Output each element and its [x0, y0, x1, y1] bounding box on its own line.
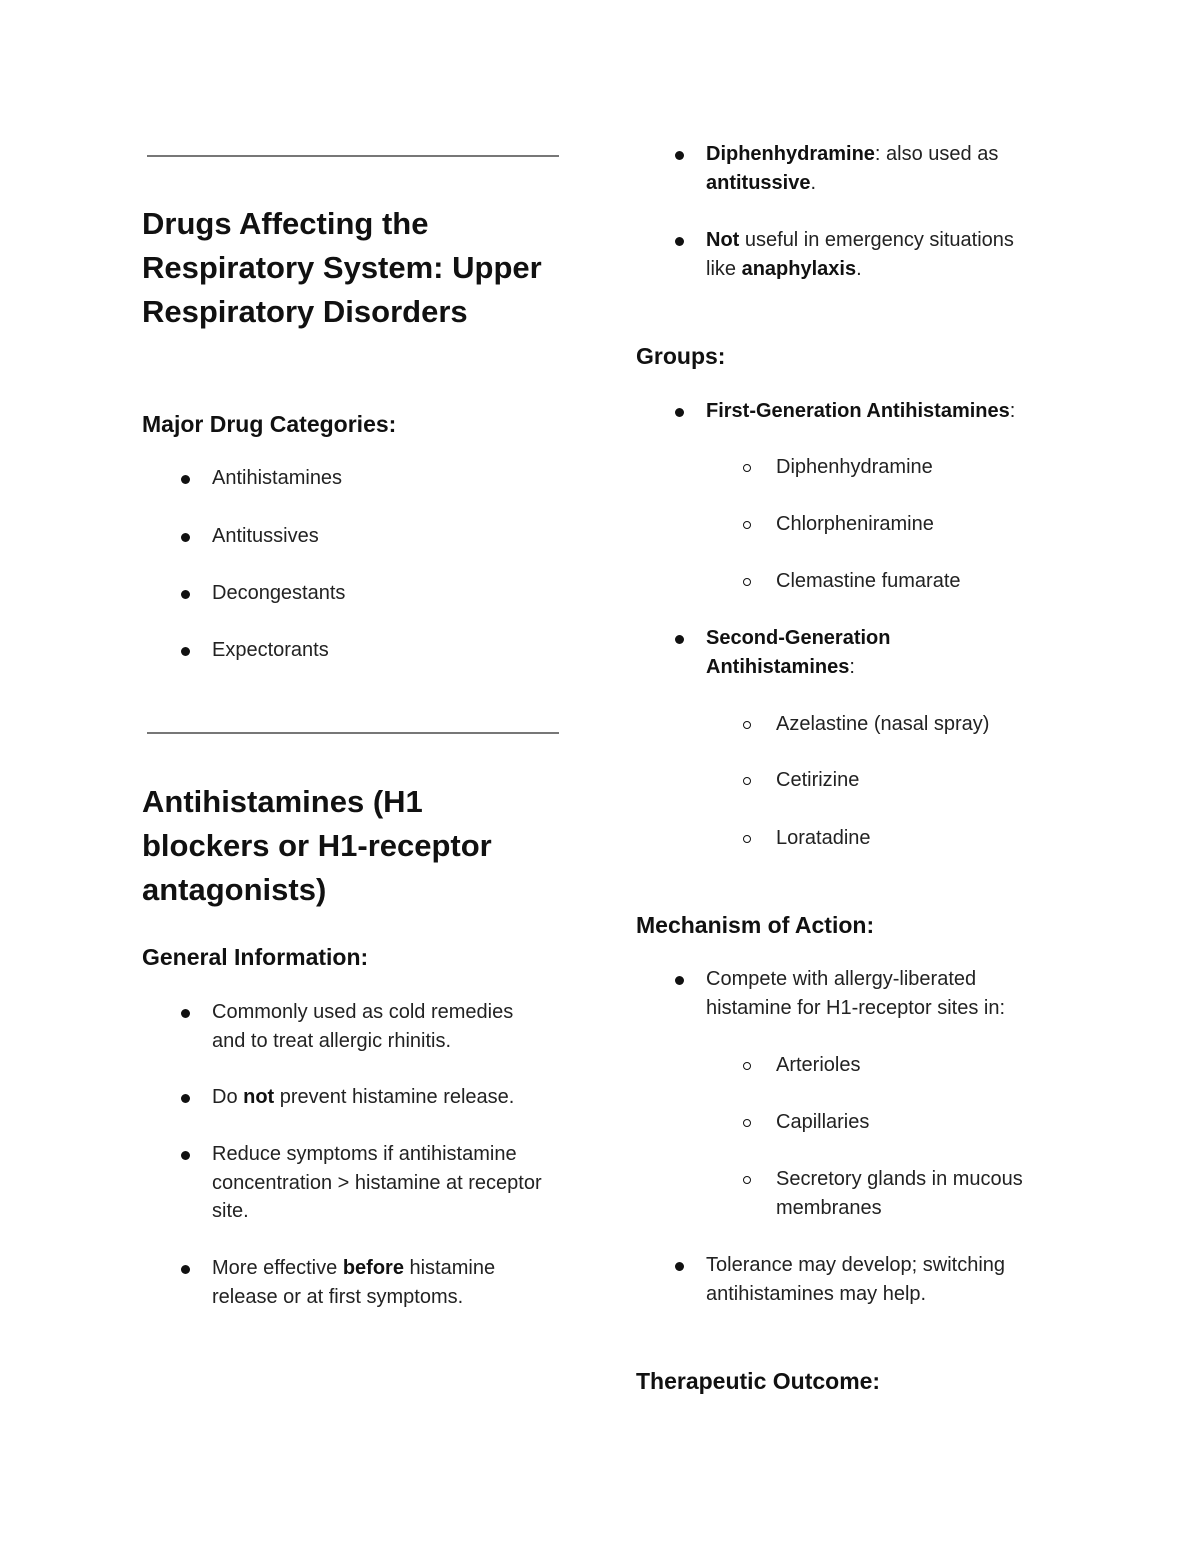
- list-item-general: Commonly used as cold remedies and to treat allergic rhinitis.: [212, 998, 552, 1055]
- hollow-bullet-icon: [743, 835, 751, 843]
- sub-list-item-site: Capillaries: [776, 1108, 869, 1137]
- major-categories-heading: Major Drug Categories:: [142, 411, 397, 437]
- list-item-general: More effective before histamine release or at first symptoms.: [212, 1254, 552, 1311]
- bullet-icon: [181, 475, 190, 484]
- bullet-icon: [675, 635, 684, 644]
- hollow-bullet-icon: [743, 1062, 751, 1070]
- list-item-category: Antihistamines: [212, 464, 342, 493]
- bullet-icon: [181, 1009, 190, 1018]
- list-item-category: Decongestants: [212, 579, 345, 608]
- list-item-general: Do not prevent histamine release.: [212, 1083, 552, 1112]
- hollow-bullet-icon: [743, 777, 751, 785]
- bullet-icon: [181, 1151, 190, 1160]
- list-item-tolerance: Tolerance may develop; switching antihistamines may help.: [706, 1251, 1036, 1308]
- sub-list-item-drug: Loratadine: [776, 824, 871, 853]
- list-item-general: Reduce symptoms if antihistamine concentration > histamine at receptor site.: [212, 1140, 552, 1226]
- list-item-mechanism: Compete with allergy-liberated histamine for H1-receptor sites in:: [706, 965, 1036, 1022]
- sub-list-item-drug: Azelastine (nasal spray): [776, 710, 989, 739]
- groups-heading: Groups:: [636, 343, 726, 369]
- hollow-bullet-icon: [743, 578, 751, 586]
- list-item-category: Antitussives: [212, 522, 319, 551]
- bullet-icon: [181, 647, 190, 656]
- list-item-category: Expectorants: [212, 636, 329, 665]
- bullet-icon: [675, 1262, 684, 1271]
- bullet-icon: [675, 976, 684, 985]
- list-item-second-generation: Second-Generation Antihistamines:: [706, 624, 916, 681]
- mechanism-heading: Mechanism of Action:: [636, 912, 875, 938]
- hollow-bullet-icon: [743, 1176, 751, 1184]
- list-item-diphenhydramine-note: Diphenhydramine: also used as antitussive.: [706, 140, 1036, 197]
- hollow-bullet-icon: [743, 1119, 751, 1127]
- hollow-bullet-icon: [743, 464, 751, 472]
- list-item-not-emergency: Not useful in emergency situations like anaphylaxis.: [706, 226, 1036, 283]
- list-item-first-generation: First-Generation Antihistamines:: [706, 397, 1036, 426]
- sub-list-item-drug: Clemastine fumarate: [776, 567, 961, 596]
- hollow-bullet-icon: [743, 521, 751, 529]
- sub-list-item-drug: Chlorpheniramine: [776, 510, 934, 539]
- horizontal-rule-middle: [147, 732, 559, 734]
- sub-list-item-site: Secretory glands in mucous membranes: [776, 1165, 1056, 1222]
- bullet-icon: [675, 237, 684, 246]
- bullet-icon: [675, 151, 684, 160]
- section-title-antihistamines: Antihistamines (H1 blockers or H1-receptor antagonists): [142, 784, 492, 907]
- sub-list-item-drug: Cetirizine: [776, 766, 859, 795]
- general-information-heading: General Information:: [142, 944, 369, 970]
- bullet-icon: [675, 408, 684, 417]
- sub-list-item-drug: Diphenhydramine: [776, 453, 933, 482]
- sub-list-item-site: Arterioles: [776, 1051, 860, 1080]
- hollow-bullet-icon: [743, 721, 751, 729]
- horizontal-rule-top: [147, 155, 559, 157]
- bullet-icon: [181, 533, 190, 542]
- bullet-icon: [181, 1265, 190, 1274]
- document-title: Drugs Affecting the Respiratory System: Upper Respiratory Disorders: [142, 206, 542, 329]
- therapeutic-outcome-heading: Therapeutic Outcome:: [636, 1368, 881, 1394]
- bullet-icon: [181, 590, 190, 599]
- bullet-icon: [181, 1094, 190, 1103]
